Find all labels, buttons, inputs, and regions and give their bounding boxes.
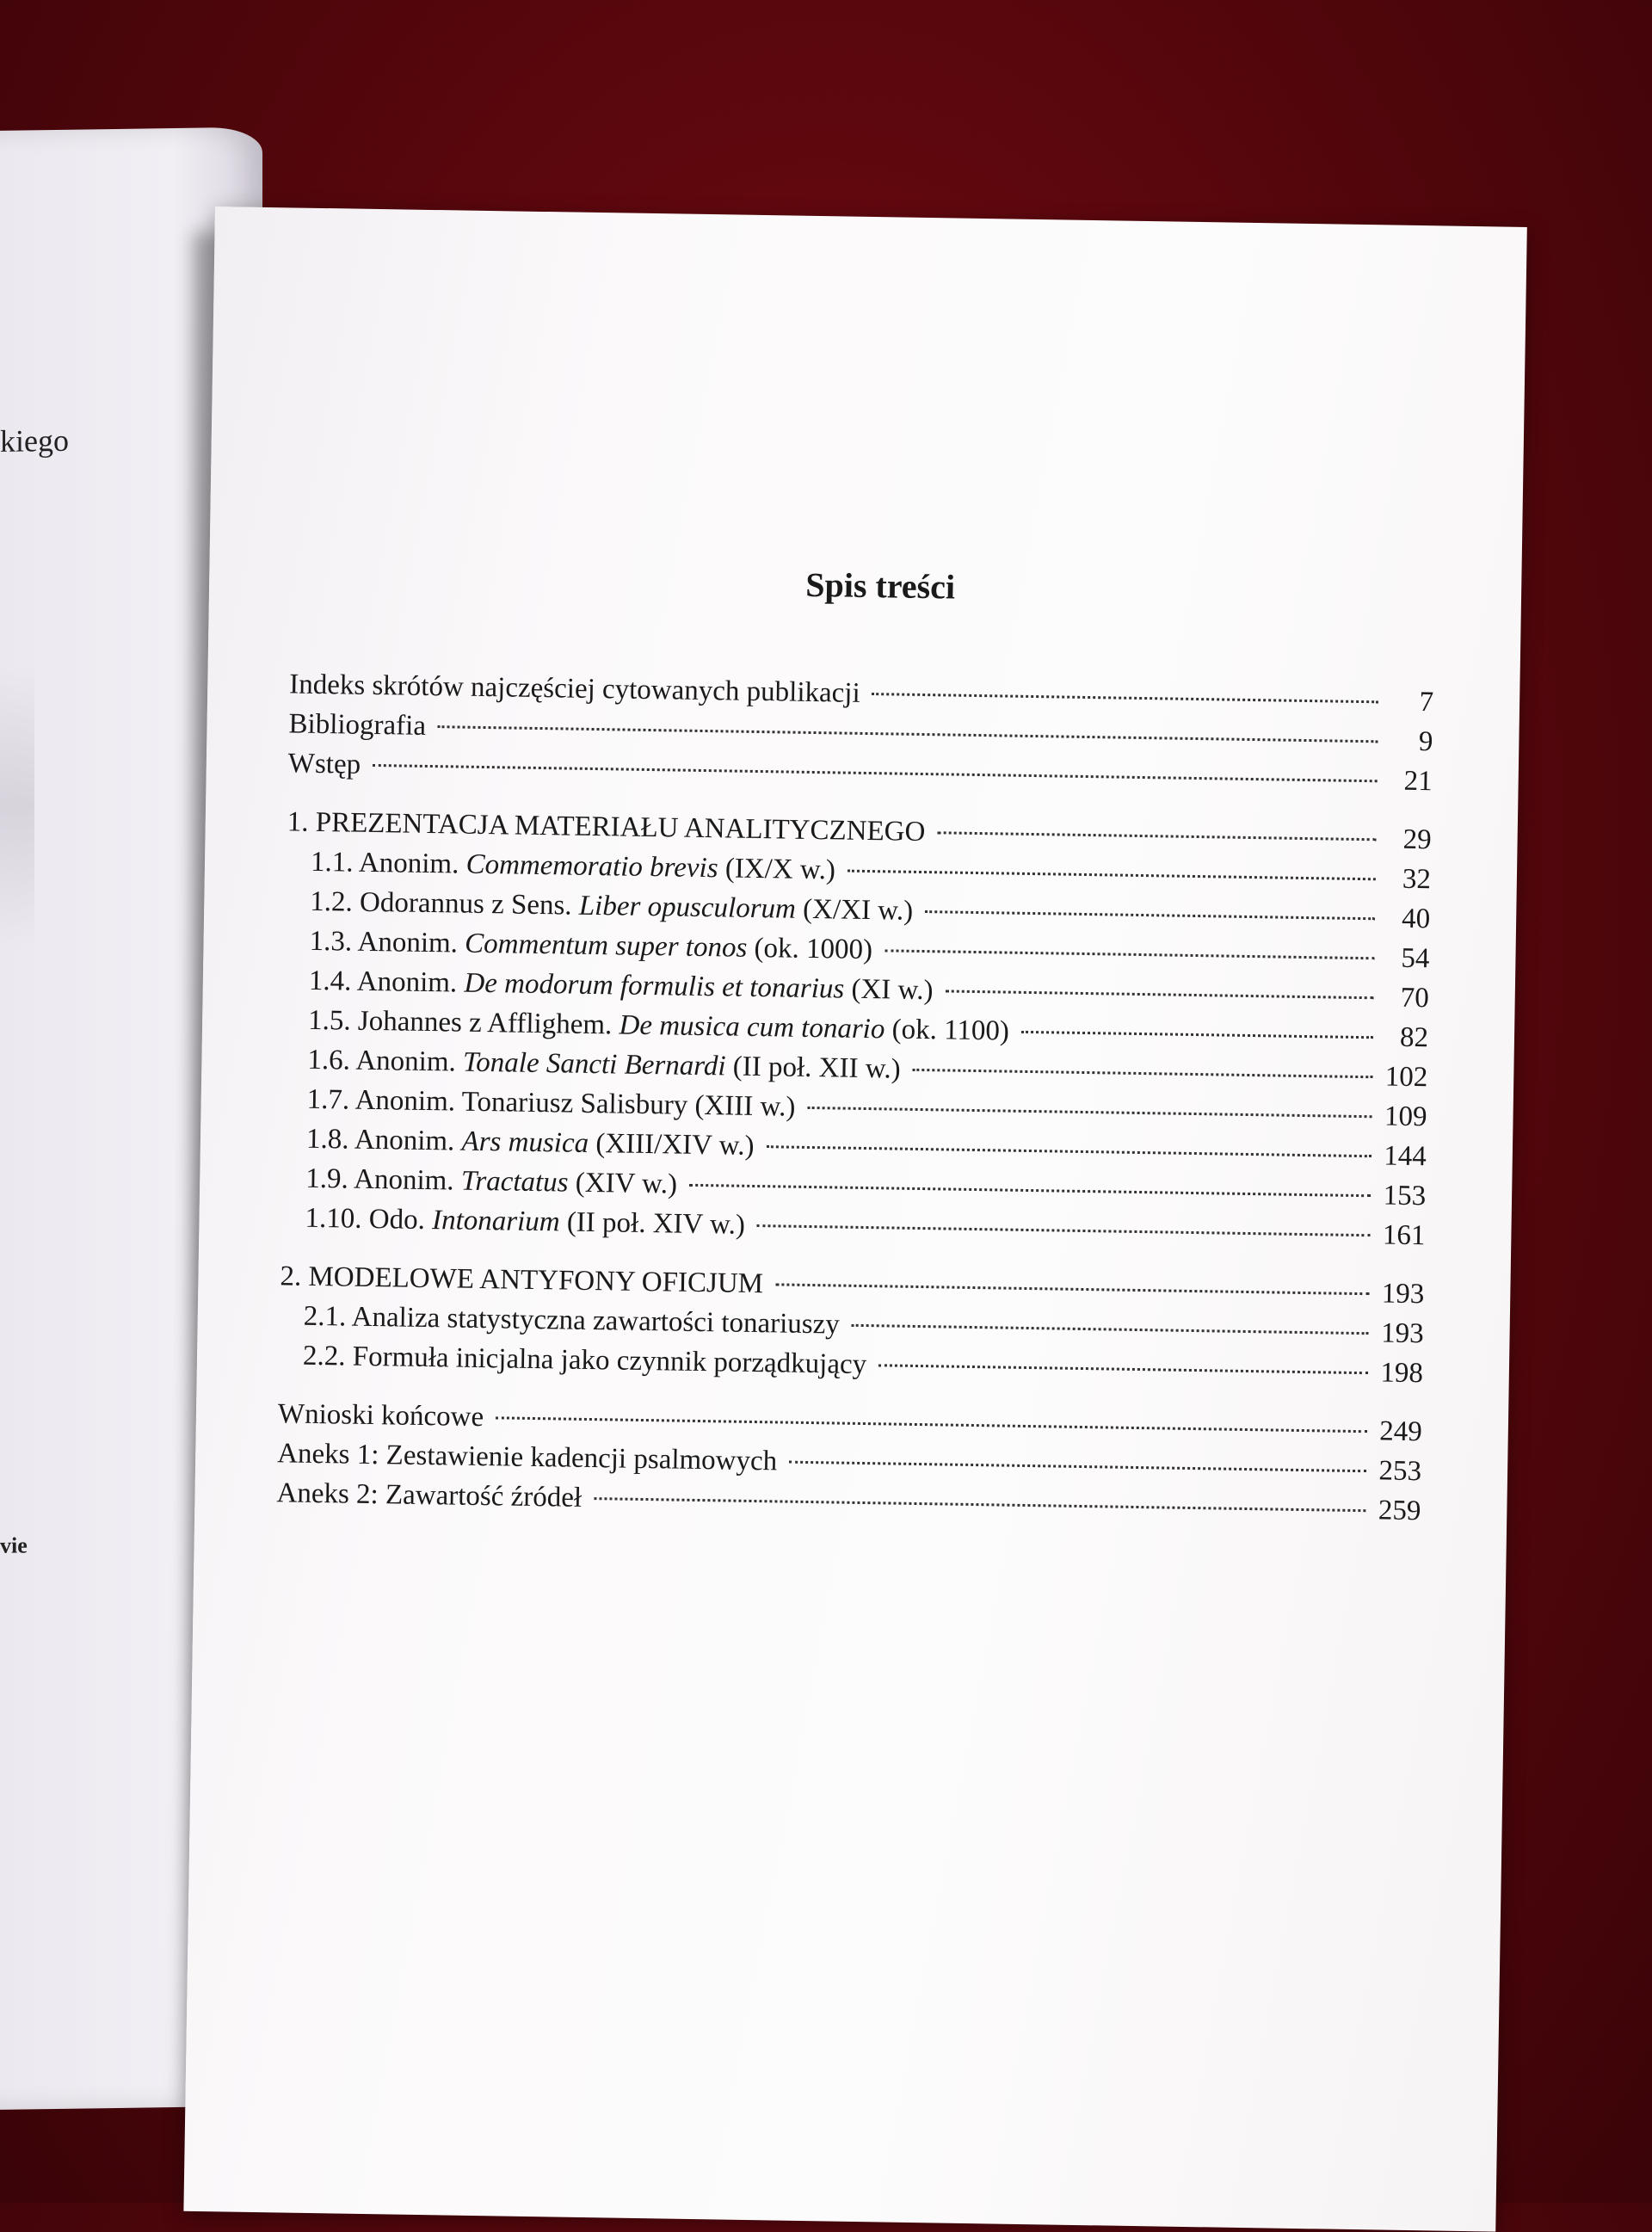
toc-entry-label: 1.3. Anonim. Commentum super tonos (ok. 1000) <box>309 925 873 966</box>
dot-leader <box>373 764 1378 782</box>
toc-entry-page: 253 <box>1378 1455 1422 1488</box>
right-page <box>183 207 1526 2232</box>
toc-entry-page: 82 <box>1399 1021 1429 1054</box>
dot-leader <box>945 990 1373 999</box>
toc-entry-label: 1.2. Odorannus z Sens. Liber opusculorum (X/XI w.) <box>310 885 914 927</box>
dot-leader <box>789 1461 1366 1473</box>
dot-leader <box>913 1069 1373 1078</box>
dot-leader <box>878 1364 1368 1374</box>
dot-leader <box>496 1416 1367 1433</box>
toc-entry-label: 2.2. Formuła inicjalna jako czynnik porządkujący <box>302 1340 867 1381</box>
toc-entry-page: 54 <box>1401 942 1430 975</box>
toc-entry-page: 29 <box>1402 823 1432 856</box>
toc-entry-page: 9 <box>1418 726 1433 758</box>
toc-entry-page: 102 <box>1384 1061 1428 1094</box>
toc-entry-label: Wstęp <box>287 748 361 780</box>
toc-entry-label: 1.1. Anonim. Commemoratio brevis (IX/X w.) <box>310 846 836 886</box>
dot-leader <box>438 725 1378 743</box>
dot-leader <box>937 831 1376 841</box>
toc-entry-label: 1.10. Odo. Intonarium (II poł. XIV w.) <box>305 1202 746 1241</box>
toc-entry-page: 21 <box>1403 765 1433 798</box>
toc-entry-page: 198 <box>1380 1357 1424 1390</box>
dot-leader <box>775 1283 1369 1295</box>
dot-leader <box>872 693 1379 703</box>
toc-entry-label: 1.4. Anonim. De modorum formulis et tonarius (XI w.) <box>308 965 934 1007</box>
toc-entry-label: 1.7. Anonim. Tonariusz Salisbury (XIII w.) <box>306 1083 796 1123</box>
toc-entry-page: 144 <box>1384 1140 1427 1173</box>
left-page-bleed-through <box>0 663 34 948</box>
dot-leader <box>767 1145 1372 1157</box>
dot-leader <box>1021 1031 1373 1039</box>
toc-entry-page: 32 <box>1402 863 1432 896</box>
toc-entry-label: 1. PREZENTACJA MATERIAŁU ANALITYCZNEGO <box>287 806 926 848</box>
toc-entry-page: 249 <box>1379 1415 1423 1448</box>
toc-entry-label: Bibliografia <box>288 708 427 742</box>
dot-leader <box>757 1224 1370 1236</box>
toc-entry-label: 2.1. Analiza statystyczna zawartości tonariuszy <box>303 1300 841 1341</box>
toc-entry-page: 70 <box>1400 982 1430 1014</box>
toc-entry-label: Aneks 1: Zestawienie kadencji psalmowych <box>276 1438 778 1477</box>
toc-entry-page: 259 <box>1378 1495 1421 1527</box>
toc-entry-page: 153 <box>1383 1180 1427 1212</box>
toc-entry-page: 40 <box>1401 903 1431 935</box>
dot-leader <box>885 949 1374 959</box>
toc-entry-label: Indeks skrótów najczęściej cytowanych publikacji <box>289 669 860 709</box>
toc-entry-label: Wnioski końcowe <box>277 1398 484 1434</box>
left-page-text-fragment: kiego <box>0 422 69 459</box>
toc-entry-label: 1.6. Anonim. Tonale Sancti Bernardi (II poł. XII w.) <box>307 1044 901 1085</box>
toc-entry-label: Aneks 2: Zawartość źródeł <box>276 1477 583 1514</box>
toc-entry-label: 1.5. Johannes z Afflighem. De musica cum tonario (ok. 1100) <box>307 1004 1010 1047</box>
dot-leader <box>689 1184 1371 1197</box>
left-page-text-fragment: vie <box>0 1532 28 1558</box>
toc-entry-page: 193 <box>1380 1317 1424 1350</box>
dot-leader <box>807 1107 1372 1118</box>
toc-entry-page: 7 <box>1419 687 1434 718</box>
dot-leader <box>848 870 1376 881</box>
toc-entry-page: 161 <box>1382 1219 1426 1252</box>
toc-entry-page: 109 <box>1384 1101 1427 1133</box>
toc-entry-page: 193 <box>1381 1278 1425 1310</box>
toc-entry-label: 1.8. Anonim. Ars musica (XIII/XIV w.) <box>305 1123 755 1162</box>
dot-leader <box>594 1497 1365 1512</box>
dot-leader <box>852 1324 1369 1335</box>
toc-entry-label: 1.9. Anonim. Tractatus (XIV w.) <box>305 1162 678 1200</box>
table-of-contents <box>276 556 1435 1532</box>
page-title: Spis treści <box>804 564 956 607</box>
toc-entry-label: 2. MODELOWE ANTYFONY OFICJUM <box>280 1261 764 1300</box>
dot-leader <box>925 910 1375 920</box>
